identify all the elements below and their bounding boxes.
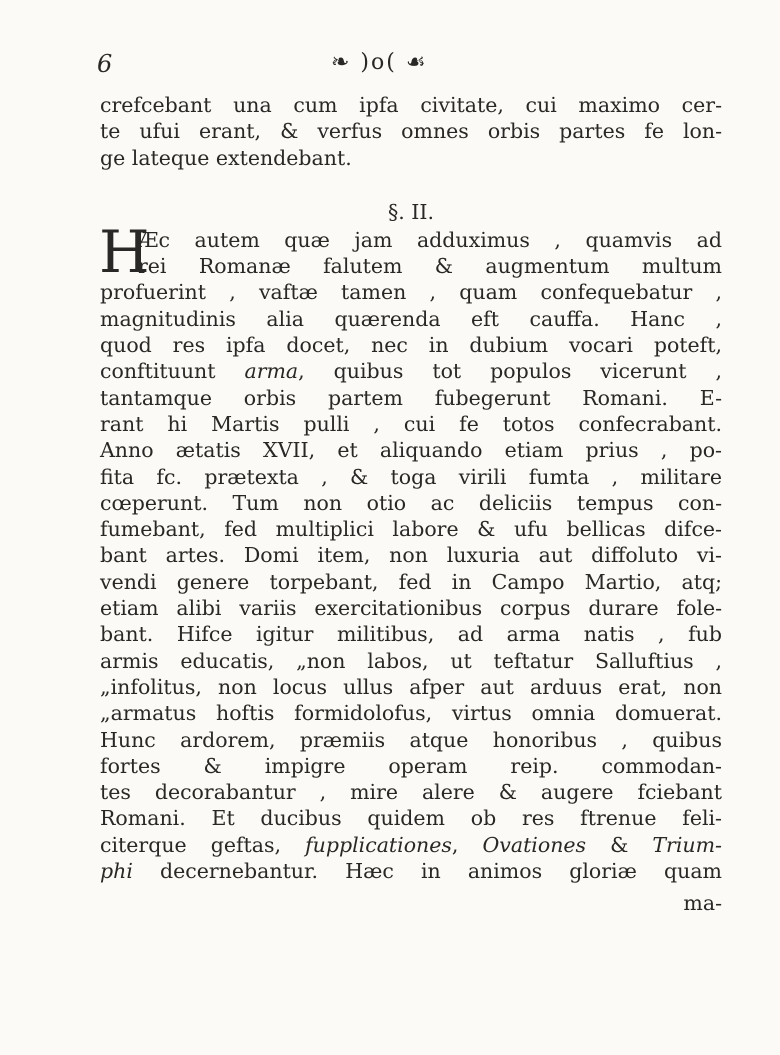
- text-line: vendi genere torpebant, fed in Campo Martio, atq;: [100, 569, 722, 594]
- italic-word: Trium-: [652, 832, 722, 857]
- italic-word: Ovationes: [482, 832, 587, 857]
- text-line: „infolitus, non locus ullus afper aut arduus erat, non: [100, 674, 722, 699]
- italic-word: arma: [244, 359, 299, 384]
- text-line: fortes & impigre operam reip. commodan-: [100, 753, 722, 778]
- text-line: quod res ipfa docet, nec in dubium vocari poteft,: [100, 333, 722, 358]
- text-line: Hunc ardorem, præmiis atque honoribus , quibus: [100, 727, 722, 752]
- text-line: Anno ætatis XVII, et aliquando etiam prius , po-: [100, 438, 722, 463]
- text-line: cœperunt. Tum non otio ac deliciis tempus con-: [100, 490, 722, 515]
- page-number: 6: [97, 50, 113, 78]
- text-line: „armatus hoftis formidolofus, virtus omnia domuerat.: [100, 701, 722, 726]
- text-run: ,: [451, 832, 483, 857]
- text-run: conftituunt: [100, 359, 245, 384]
- page-header: [0, 50, 780, 84]
- text-line: profuerint , vaftæ tamen , quam confequebatur ,: [100, 280, 722, 305]
- catchword: ma-: [683, 891, 722, 916]
- italic-word: fupplicationes: [305, 832, 452, 857]
- text-line: tes decorabantur , mire alere & augere fciebant: [100, 780, 722, 805]
- body-text: [100, 92, 722, 916]
- text-line: bant artes. Domi item, non luxuria aut diffoluto vi-: [100, 543, 722, 568]
- text-line: rant hi Martis pulli , cui fe totos confecrabant.: [100, 411, 722, 436]
- text-line: ge lateque extendebant.: [100, 145, 352, 170]
- header-ornament: ❧ )o( ☙: [331, 50, 428, 75]
- text-line: etiam alibi variis exercitationibus corpus durare fole-: [100, 596, 722, 621]
- text-line: magnitudinis alia quærenda eft cauffa. Hanc ,: [100, 306, 722, 331]
- drop-cap: H: [99, 217, 150, 286]
- text-line: tantamque orbis partem fubegerunt Romani. E-: [100, 385, 722, 410]
- text-run: &: [586, 832, 653, 857]
- text-line: [100, 832, 722, 858]
- text-run: citerque geftas,: [100, 832, 306, 857]
- text-line: [100, 858, 722, 884]
- text-line: rei Romanæ falutem & augmentum multum: [138, 254, 722, 279]
- text-line: fita fc. prætexta , & toga virili fumta , militare: [100, 464, 722, 489]
- text-line: armis educatis, „non labos, ut teftatur Salluftius ,: [100, 648, 722, 673]
- italic-word: phi: [100, 859, 133, 884]
- text-line: fumebant, fed multiplici labore & ufu bellicas difce-: [100, 517, 722, 542]
- paragraph: [99, 217, 722, 884]
- text-line: bant. Hifce igitur militibus, ad arma natis , fub: [100, 622, 722, 647]
- text-run: , quibus tot populos vicerunt ,: [298, 359, 722, 384]
- text-line: [100, 358, 722, 384]
- text-line: Æc autem quæ jam adduximus , quamvis ad: [138, 227, 722, 252]
- text-line: te ufui erant, & verfus omnes orbis partes fe lon-: [100, 119, 722, 144]
- text-line: Romani. Et ducibus quidem ob res ftrenue feli-: [100, 806, 722, 831]
- text-run: decernebantur. Hæc in animos gloriæ quam: [132, 859, 722, 884]
- section-heading: §. II.: [388, 199, 434, 224]
- text-line: crefcebant una cum ipfa civitate, cui maximo cer-: [100, 93, 722, 117]
